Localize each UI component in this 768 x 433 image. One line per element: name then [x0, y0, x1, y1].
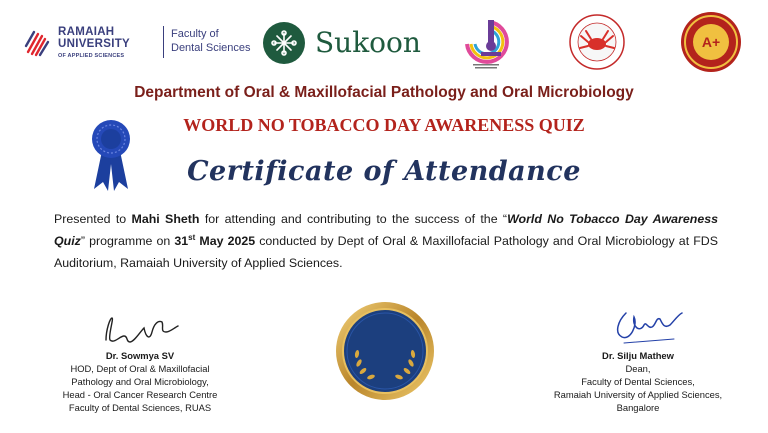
ruas-name [58, 26, 130, 50]
faculty-line2: Dental Sciences [171, 42, 251, 54]
signatory-right-name: Dr. Silju Mathew [602, 350, 674, 361]
department-title: Department of Oral & Maxillofacial Pathology and Oral Microbiology [134, 84, 634, 101]
ruas-name-line1: RAMAIAH [58, 26, 115, 38]
event-day-suffix: st [188, 232, 196, 242]
ruas-name-line2: UNIVERSITY [58, 38, 131, 50]
signatory-right-line3: Ramaiah University of Applied Sciences, [553, 389, 723, 400]
sukoon-wordmark: Sukoon [315, 26, 421, 59]
event-name: World No Tobacco Day Awareness Quiz [54, 212, 718, 248]
signatory-left-line3: Head - Oral Cancer Research Centre [62, 389, 218, 400]
sukoon-logo [263, 18, 428, 68]
sukoon-flower-icon [263, 22, 305, 64]
body-part2: for attending and contributing to the success of the “ [199, 212, 508, 226]
signatory-left [30, 349, 250, 414]
oral-cancer-research-centre-icon [567, 10, 627, 74]
quiz-title: WORLD NO TOBACCO DAY AWARENESS QUIZ [183, 115, 585, 135]
ramaiah-mark-icon [22, 26, 54, 58]
signature-right [604, 303, 684, 349]
signatory-left-line2: Pathology and Oral Microbiology, [71, 376, 209, 387]
faculty-label [171, 27, 251, 55]
signatory-left-line1: HOD, Dept of Oral & Maxillofacial [70, 363, 210, 374]
svg-text:A+: A+ [701, 34, 721, 50]
microbiology-society-icon [455, 10, 515, 74]
signatory-left-line4: Faculty of Dental Sciences, RUAS [68, 402, 212, 413]
signatory-right [528, 349, 748, 414]
ruas-subline: OF APPLIED SCIENCES [58, 53, 125, 59]
a-plus-grade-icon [680, 11, 742, 73]
signature-left [100, 310, 180, 352]
certificate-title: Certificate of Attendance [187, 156, 581, 187]
body-part1: Presented to [54, 212, 132, 226]
signatory-right-line2: Faculty of Dental Sciences, [581, 376, 695, 387]
signatory-left-name: Dr. Sowmya SV [105, 350, 175, 361]
ramaiah-university-logo [22, 24, 252, 64]
body-part4: conducted by Dept of Oral & Maxillofacial Pathology and Oral Microbiology at FDS Auditorium, Ramaiah University of Applied Sciences. [54, 234, 718, 270]
body-part3: ” programme on [80, 234, 175, 248]
logo-divider [163, 26, 164, 58]
signatory-right-line1: Dean, [625, 363, 651, 374]
signatory-right-line4: Bangalore [616, 402, 660, 413]
event-day: 31 [174, 234, 189, 248]
gold-seal-icon [335, 301, 435, 401]
recipient-name: Mahi Sheth [131, 212, 200, 226]
certificate-body [54, 208, 718, 274]
event-month-year: May 2025 [195, 234, 256, 248]
faculty-line1: Faculty of [171, 28, 219, 40]
